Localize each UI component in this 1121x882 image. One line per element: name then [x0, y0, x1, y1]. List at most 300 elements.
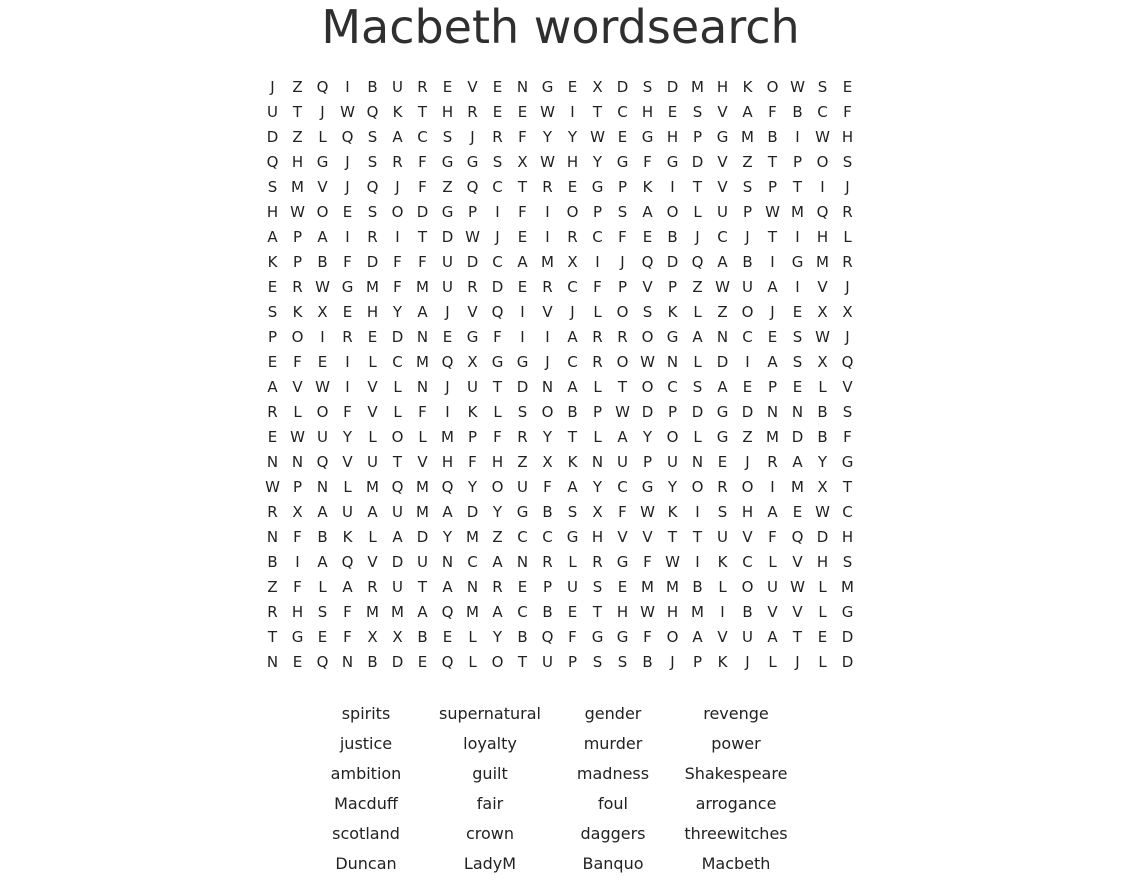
grid-letter: P [592, 403, 603, 421]
grid-letter: K [642, 178, 653, 196]
word-bank-item: crown [465, 824, 515, 843]
grid-letter: H [366, 303, 379, 321]
grid-letter: B [792, 103, 803, 121]
grid-letter: H [616, 603, 629, 621]
grid-letter: R [342, 328, 353, 346]
grid-letter: F [343, 403, 352, 421]
grid-letter: R [292, 278, 303, 296]
grid-letter: C [717, 228, 728, 246]
grid-letter: E [567, 178, 578, 196]
grid-letter: L [693, 303, 702, 321]
grid-letter: Q [791, 528, 804, 546]
grid-letter: C [667, 378, 678, 396]
grid-letter: M [541, 253, 554, 271]
grid-letter: F [618, 228, 627, 246]
grid-letter: Z [742, 153, 753, 171]
word-bank-item: spirits [341, 704, 391, 723]
grid-letter: G [716, 128, 729, 146]
grid-letter: E [517, 228, 528, 246]
grid-letter: T [492, 378, 503, 396]
grid-letter: E [742, 378, 753, 396]
grid-letter: I [545, 203, 550, 221]
grid-letter: J [795, 653, 800, 671]
grid-letter: E [717, 453, 728, 471]
grid-letter: I [795, 278, 800, 296]
grid-letter: D [666, 78, 679, 96]
grid-letter: T [417, 228, 428, 246]
grid-letter: C [617, 478, 628, 496]
grid-letter: F [618, 503, 627, 521]
grid-letter: P [667, 278, 678, 296]
grid-letter: Q [316, 78, 329, 96]
grid-letter: S [592, 653, 603, 671]
grid-letter: W [790, 578, 805, 596]
grid-letter: I [345, 378, 350, 396]
grid-letter: R [467, 278, 478, 296]
grid-letter: P [467, 203, 478, 221]
grid-letter: F [293, 353, 302, 371]
grid-letter: B [367, 653, 378, 671]
grid-letter: X [817, 478, 828, 496]
grid-letter: V [467, 303, 478, 321]
grid-letter: G [441, 153, 454, 171]
grid-letter: X [817, 303, 828, 321]
grid-letter: W [540, 153, 555, 171]
grid-letter: H [291, 603, 304, 621]
grid-letter: C [742, 328, 753, 346]
grid-letter: S [567, 503, 578, 521]
grid-letter: D [391, 328, 404, 346]
grid-letter: G [666, 153, 679, 171]
grid-letter: Z [292, 78, 303, 96]
grid-letter: C [467, 553, 478, 571]
grid-letter: E [817, 628, 828, 646]
grid-letter: J [620, 253, 625, 271]
grid-letter: Q [541, 628, 554, 646]
grid-letter: R [367, 228, 378, 246]
grid-letter: R [842, 253, 853, 271]
grid-letter: M [466, 603, 479, 621]
grid-letter: Y [492, 628, 503, 646]
grid-letter: C [842, 503, 853, 521]
grid-letter: G [291, 628, 304, 646]
grid-letter: S [317, 603, 328, 621]
grid-letter: K [392, 103, 403, 121]
grid-letter: O [541, 403, 554, 421]
grid-letter: D [466, 503, 479, 521]
grid-letter: O [741, 478, 754, 496]
grid-letter: G [666, 328, 679, 346]
grid-letter: H [716, 78, 729, 96]
grid-letter: R [267, 603, 278, 621]
grid-letter: J [495, 228, 500, 246]
grid-letter: Q [841, 353, 854, 371]
grid-letter: J [845, 178, 850, 196]
grid-letter: R [592, 553, 603, 571]
grid-letter: Y [817, 453, 828, 471]
grid-letter: E [267, 353, 278, 371]
grid-letter: S [367, 203, 378, 221]
grid-letter: L [368, 428, 377, 446]
grid-letter: S [692, 378, 703, 396]
grid-letter: C [592, 228, 603, 246]
grid-letter: K [667, 503, 678, 521]
grid-letter: Y [442, 528, 453, 546]
grid-letter: A [267, 378, 278, 396]
grid-letter: H [441, 103, 454, 121]
grid-letter: A [417, 603, 428, 621]
grid-letter: M [691, 78, 704, 96]
grid-letter: Q [266, 153, 279, 171]
grid-letter: I [695, 503, 700, 521]
grid-letter: C [417, 128, 428, 146]
grid-letter: R [267, 503, 278, 521]
grid-letter: J [470, 128, 475, 146]
grid-letter: B [667, 228, 678, 246]
grid-letter: I [495, 203, 500, 221]
grid-letter: L [818, 603, 827, 621]
grid-letter: Q [316, 453, 329, 471]
grid-letter: I [345, 78, 350, 96]
grid-letter: J [745, 228, 750, 246]
grid-letter: P [742, 203, 753, 221]
grid-letter: Q [366, 103, 379, 121]
grid-letter: U [542, 653, 553, 671]
grid-letter: M [391, 603, 404, 621]
grid-letter: Y [342, 428, 353, 446]
grid-letter: A [317, 228, 328, 246]
grid-letter: R [717, 478, 728, 496]
grid-letter: E [267, 278, 278, 296]
grid-letter: K [717, 553, 728, 571]
grid-letter: M [416, 353, 429, 371]
grid-letter: D [466, 253, 479, 271]
grid-letter: R [767, 453, 778, 471]
grid-letter: N [266, 528, 279, 546]
grid-letter: E [567, 603, 578, 621]
grid-letter: Q [491, 303, 504, 321]
grid-letter: O [741, 303, 754, 321]
grid-letter: S [367, 128, 378, 146]
grid-letter: I [820, 178, 825, 196]
grid-letter: V [467, 78, 478, 96]
grid-letter: T [617, 378, 628, 396]
grid-letter: W [765, 203, 780, 221]
grid-letter: L [818, 653, 827, 671]
grid-letter: J [320, 103, 325, 121]
grid-letter: F [343, 628, 352, 646]
grid-letter: O [316, 203, 329, 221]
grid-letter: G [341, 278, 354, 296]
grid-letter: F [543, 478, 552, 496]
grid-letter: B [317, 528, 328, 546]
grid-letter: L [368, 353, 377, 371]
grid-letter: J [745, 453, 750, 471]
grid-letter: S [617, 203, 628, 221]
grid-letter: T [767, 228, 778, 246]
grid-letter: B [642, 653, 653, 671]
grid-letter: S [442, 128, 453, 146]
grid-letter: I [595, 253, 600, 271]
grid-letter: P [792, 153, 803, 171]
grid-letter: K [292, 303, 303, 321]
grid-letter: A [692, 328, 703, 346]
grid-letter: O [391, 203, 404, 221]
grid-letter: S [742, 178, 753, 196]
word-bank-item: madness [576, 764, 650, 783]
grid-letter: I [395, 228, 400, 246]
grid-letter: J [445, 303, 450, 321]
grid-letter: W [465, 228, 480, 246]
grid-letter: L [693, 428, 702, 446]
word-bank-item: LadyM [463, 854, 517, 873]
grid-letter: Z [692, 278, 703, 296]
grid-letter: D [841, 653, 854, 671]
grid-letter: B [817, 428, 828, 446]
word-bank-item: power [711, 734, 761, 753]
grid-letter: F [418, 253, 427, 271]
grid-letter: C [617, 103, 628, 121]
grid-letter: R [592, 328, 603, 346]
grid-letter: O [641, 328, 654, 346]
grid-letter: F [493, 328, 502, 346]
grid-letter: P [267, 328, 278, 346]
grid-letter: C [542, 528, 553, 546]
grid-letter: Z [292, 128, 303, 146]
grid-letter: A [317, 553, 328, 571]
grid-letter: G [591, 628, 604, 646]
grid-letter: W [790, 78, 805, 96]
grid-letter: P [617, 278, 628, 296]
grid-letter: F [493, 428, 502, 446]
grid-letter: W [815, 328, 830, 346]
grid-letter: N [341, 653, 354, 671]
grid-letter: S [592, 578, 603, 596]
grid-letter: V [717, 178, 728, 196]
grid-letter: U [342, 503, 353, 521]
grid-letter: W [665, 553, 680, 571]
grid-letter: I [570, 103, 575, 121]
grid-letter: U [742, 278, 753, 296]
grid-letter: U [567, 578, 578, 596]
grid-letter: X [592, 503, 603, 521]
grid-letter: H [591, 528, 604, 546]
grid-letter: G [841, 603, 854, 621]
grid-letter: C [517, 528, 528, 546]
grid-letter: Y [592, 478, 603, 496]
grid-letter: R [267, 403, 278, 421]
grid-letter: H [291, 153, 304, 171]
grid-letter: C [392, 353, 403, 371]
grid-letter: O [691, 478, 704, 496]
grid-letter: E [517, 278, 528, 296]
grid-letter: H [566, 153, 579, 171]
grid-letter: G [616, 153, 629, 171]
word-bank-item: revenge [703, 704, 769, 723]
grid-letter: F [843, 103, 852, 121]
grid-letter: M [366, 603, 379, 621]
grid-letter: L [318, 578, 327, 596]
grid-letter: P [567, 653, 578, 671]
grid-letter: G [466, 328, 479, 346]
grid-letter: I [345, 353, 350, 371]
grid-letter: V [642, 528, 653, 546]
grid-letter: S [617, 653, 628, 671]
grid-letter: C [817, 103, 828, 121]
grid-letter: V [417, 453, 428, 471]
grid-letter: J [845, 328, 850, 346]
grid-letter: F [643, 628, 652, 646]
grid-letter: V [367, 378, 378, 396]
grid-letter: S [792, 353, 803, 371]
grid-letter: F [393, 278, 402, 296]
grid-letter: D [741, 403, 754, 421]
grid-letter: G [616, 628, 629, 646]
grid-letter: A [767, 628, 778, 646]
grid-letter: W [290, 428, 305, 446]
grid-letter: D [416, 528, 429, 546]
grid-letter: Y [542, 428, 553, 446]
grid-letter: L [493, 403, 502, 421]
grid-letter: R [492, 128, 503, 146]
grid-letter: U [267, 103, 278, 121]
grid-letter: U [417, 553, 428, 571]
grid-letter: G [441, 203, 454, 221]
word-bank-item: gender [584, 704, 642, 723]
grid-letter: W [640, 503, 655, 521]
grid-letter: L [843, 228, 852, 246]
grid-letter: X [817, 353, 828, 371]
grid-letter: I [520, 303, 525, 321]
grid-letter: V [342, 453, 353, 471]
grid-letter: A [367, 503, 378, 521]
grid-letter: W [815, 128, 830, 146]
grid-letter: Q [691, 253, 704, 271]
grid-letter: E [442, 628, 453, 646]
grid-letter: L [593, 378, 602, 396]
grid-letter: J [345, 153, 350, 171]
grid-letter: E [442, 328, 453, 346]
grid-letter: T [692, 178, 703, 196]
grid-letter: N [466, 578, 479, 596]
grid-letter: E [292, 653, 303, 671]
grid-letter: U [717, 203, 728, 221]
grid-letter: N [266, 453, 279, 471]
grid-letter: E [792, 503, 803, 521]
grid-letter: N [266, 653, 279, 671]
grid-letter: A [442, 578, 453, 596]
word-bank-item: fair [476, 794, 504, 813]
grid-letter: P [292, 228, 303, 246]
grid-letter: D [716, 353, 729, 371]
grid-letter: E [617, 128, 628, 146]
grid-letter: I [720, 603, 725, 621]
grid-letter: U [717, 528, 728, 546]
grid-letter: B [542, 603, 553, 621]
grid-letter: I [770, 478, 775, 496]
grid-letter: P [667, 403, 678, 421]
grid-letter: E [267, 428, 278, 446]
grid-letter: J [745, 653, 750, 671]
grid-letter: J [395, 178, 400, 196]
grid-letter: P [642, 453, 653, 471]
grid-letter: N [516, 553, 529, 571]
grid-letter: T [517, 178, 528, 196]
grid-letter: M [366, 478, 379, 496]
grid-letter: X [542, 453, 553, 471]
grid-letter: T [417, 103, 428, 121]
grid-letter: H [491, 453, 504, 471]
grid-letter: N [516, 78, 529, 96]
grid-letter: E [367, 328, 378, 346]
grid-letter: U [617, 453, 628, 471]
grid-letter: M [466, 528, 479, 546]
grid-letter: D [266, 128, 279, 146]
grid-letter: O [816, 153, 829, 171]
word-bank-item: scotland [332, 824, 400, 843]
grid-letter: R [542, 278, 553, 296]
grid-letter: Z [517, 453, 528, 471]
grid-letter: M [791, 478, 804, 496]
grid-letter: A [567, 328, 578, 346]
grid-letter: S [367, 153, 378, 171]
grid-letter: Z [742, 428, 753, 446]
grid-letter: Q [316, 653, 329, 671]
grid-letter: R [417, 78, 428, 96]
grid-letter: W [290, 203, 305, 221]
grid-letter: L [293, 403, 302, 421]
grid-letter: R [617, 328, 628, 346]
grid-letter: V [367, 553, 378, 571]
grid-letter: K [342, 528, 353, 546]
word-bank-item: daggers [580, 824, 646, 843]
grid-letter: D [391, 653, 404, 671]
grid-letter: U [392, 78, 403, 96]
grid-letter: Y [592, 153, 603, 171]
grid-letter: E [442, 78, 453, 96]
grid-letter: B [267, 553, 278, 571]
grid-letter: Z [717, 303, 728, 321]
grid-letter: D [841, 628, 854, 646]
grid-letter: L [718, 578, 727, 596]
grid-letter: V [792, 603, 803, 621]
grid-letter: U [442, 253, 453, 271]
grid-letter: I [770, 253, 775, 271]
grid-letter: F [393, 253, 402, 271]
grid-letter: O [316, 403, 329, 421]
grid-letter: B [567, 403, 578, 421]
grid-letter: S [717, 503, 728, 521]
grid-letter: Q [441, 653, 454, 671]
grid-letter: D [391, 553, 404, 571]
grid-letter: D [816, 528, 829, 546]
grid-letter: R [567, 228, 578, 246]
grid-letter: A [267, 228, 278, 246]
grid-letter: E [792, 378, 803, 396]
grid-letter: C [567, 278, 578, 296]
grid-letter: M [691, 603, 704, 621]
grid-letter: R [392, 153, 403, 171]
grid-letter: N [791, 403, 804, 421]
grid-letter: M [766, 428, 779, 446]
grid-letter: V [817, 278, 828, 296]
grid-letter: B [817, 403, 828, 421]
grid-letter: L [593, 428, 602, 446]
grid-letter: B [767, 128, 778, 146]
grid-letter: F [293, 578, 302, 596]
grid-letter: U [467, 378, 478, 396]
grid-letter: I [345, 228, 350, 246]
